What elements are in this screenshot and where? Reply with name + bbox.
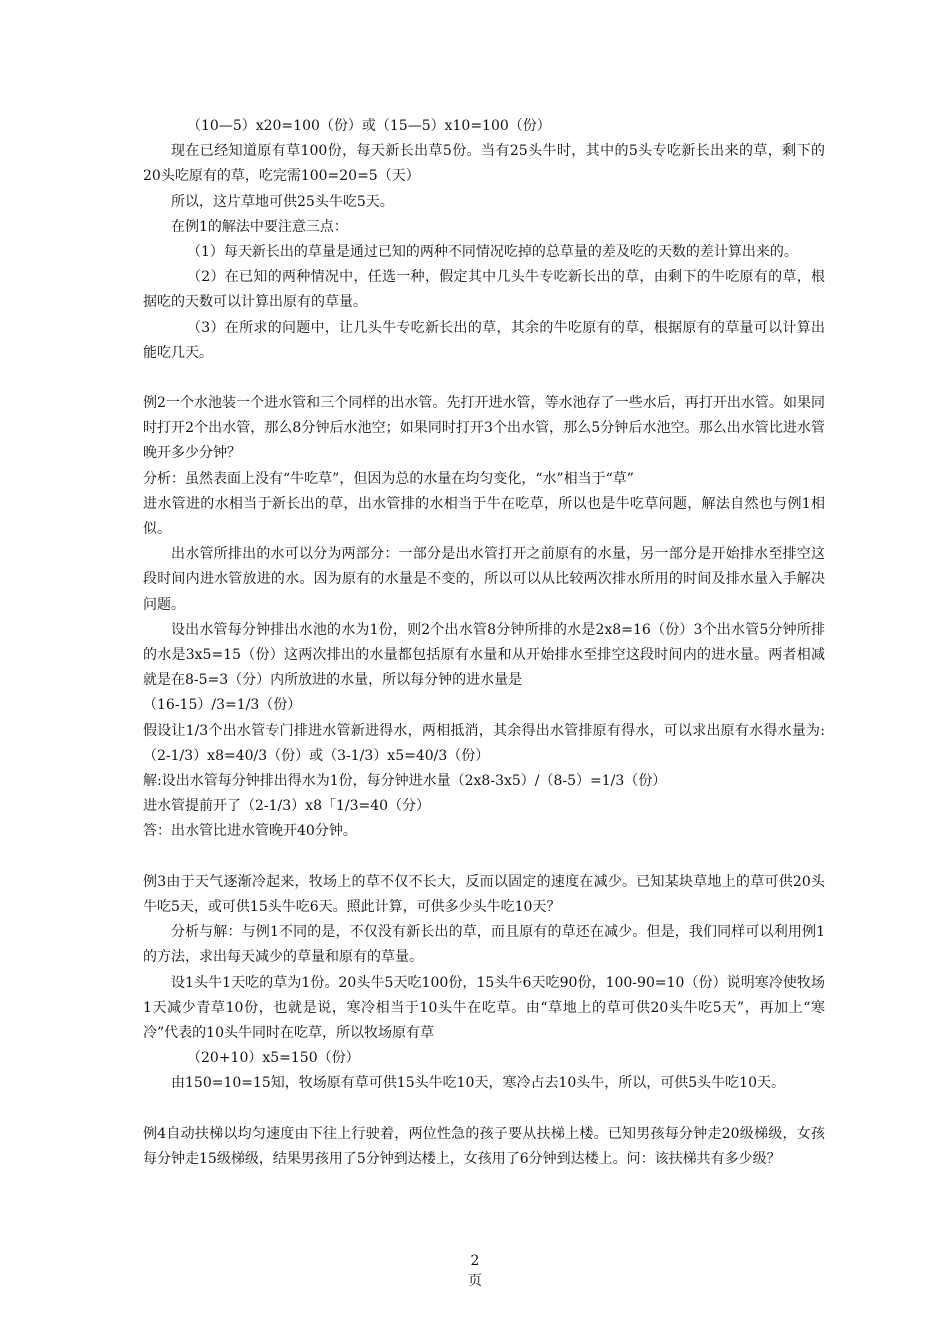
paragraph: 由150=10=15知，牧场原有草可供15头牛吃10天，寒冷占去10头牛，所以，可供5头牛吃10天。: [171, 1075, 785, 1092]
example-4-question: 例4自动扶梯以均匀速度由下往上行驶着，两位性急的孩子要从扶梯上楼。已知男孩每分钟走20级梯级，女孩每分钟走15级梯级，结果男孩用了5分钟到达楼上，女孩用了6分钟到达楼上。问：该扶梯共有多少级？: [143, 1125, 825, 1167]
example-2-analysis: 分析：虽然表面上没有“牛吃草”，但因为总的水量在均匀变化，“水”相当于“草”: [143, 470, 634, 487]
paragraph: 设出水管每分钟排出水池的水为1份，则2个出水管8分钟所排的水是2x8=16（份）3个出水管5分钟所排的水是3x5=15（份）这两次排出的水量都包括原有水量和从开始排水至排空这段时间内的进水量。两者相减就是在8-5=3（分）内所放进的水量，所以每分钟的进水量是: [143, 621, 825, 689]
formula-line: （20+10）x5=150（份）: [187, 1050, 360, 1067]
document-body: [143, 114, 825, 1172]
example-2-question: 例2一个水池装一个进水管和三个同样的出水管。先打开进水管，等水池存了一些水后，再打开出水管。如果同时打开2个出水管，那么8分钟后水池空；如果同时打开3个出水管，那么5分钟后水池空。那么出水管比进水管晚开多少分钟？: [143, 395, 825, 462]
answer-line: 答：出水管比进水管晚开40分钟。: [143, 823, 357, 840]
formula-line: （10—5）x20=100（份）或（15—5）x10=100（份）: [187, 118, 551, 134]
point-2: （2）在已知的两种情况中，任选一种，假定其中几头牛专吃新长出的草，由剩下的牛吃原有的草，根据吃的天数可以计算出原有的草量。: [143, 269, 825, 311]
example-3-analysis: 分析与解：与例1不同的是，不仅没有新长出的草，而且原有的草还在减少。但是，我们同样可以利用例1的方法，求出每天减少的草量和原有的草量。: [143, 924, 825, 966]
formula-line: 进水管提前开了（2-1/3）x8「1/3=40（分）: [143, 798, 431, 815]
page-footer: [0, 1251, 950, 1291]
point-1: （1）每天新长出的草量是通过已知的两种不同情况吃掉的总草量的差及吃的天数的差计算出来的。: [187, 244, 798, 261]
section-gap: [143, 1097, 825, 1122]
paragraph: 在例1的解法中要注意三点：: [171, 218, 348, 235]
paragraph: 所以，这片草地可供25头牛吃5天。: [171, 193, 394, 210]
formula-line: （16-15）/3=1/3（份）: [143, 697, 302, 714]
paragraph: 进水管进的水相当于新长出的草，出水管排的水相当于牛在吃草，所以也是牛吃草问题，解法自然也与例1相似。: [143, 495, 825, 538]
example-3-question: 例3由于天气逐渐冷起来，牧场上的草不仅不长大，反而以固定的速度在减少。已知某块草地上的草可供20头牛吃5天，或可供15头牛吃6天。照此计算，可供多少头牛吃10天？: [143, 873, 825, 915]
section-gap: [143, 366, 825, 391]
page-unit-label: 页: [468, 1273, 482, 1289]
paragraph: 设1头牛1天吃的草为1份。20头牛5天吃100份，15头牛6天吃90份，100-90=10（份）说明寒冷使牧场1天减少青草10份，也就是说，寒冷相当于10头牛在吃草。由“草地上的草可供20头牛吃5天”，再加上“寒冷”代表的10头牛同时在吃草，所以牧场原有草: [143, 974, 825, 1041]
solution-line: 解:设出水管每分钟排出得水为1份，每分钟进水量（2x8-3x5）/（8-5）=1/3（份）: [143, 773, 667, 790]
point-3: （3）在所求的问题中，让几头牛专吃新长出的草，其余的牛吃原有的草，根据原有的草量可以计算出能吃几天。: [143, 319, 825, 361]
paragraph: 假设让1/3个出水管专门排进水管新进得水，两相抵消，其余得出水管排原有得水，可以求出原有水得水量为:（2-1/3）x8=40/3（份）或（3-1/3）x5=40/3（份）: [143, 722, 825, 764]
paragraph: 现在已经知道原有草100份，每天新长出草5份。当有25头牛时，其中的5头专吃新长出来的草，剩下的20头吃原有的草，吃完需100=20=5（天）: [143, 143, 825, 185]
section-gap: [143, 845, 825, 870]
paragraph: 出水管所排出的水可以分为两部分：一部分是出水管打开之前原有的水量，另一部分是开始排水至排空这段时间内进水管放进的水。因为原有的水量是不变的，所以可以从比较两次排水所用的时间及排水量入手解决问题。: [143, 546, 825, 613]
page-number: 2: [470, 1253, 480, 1269]
